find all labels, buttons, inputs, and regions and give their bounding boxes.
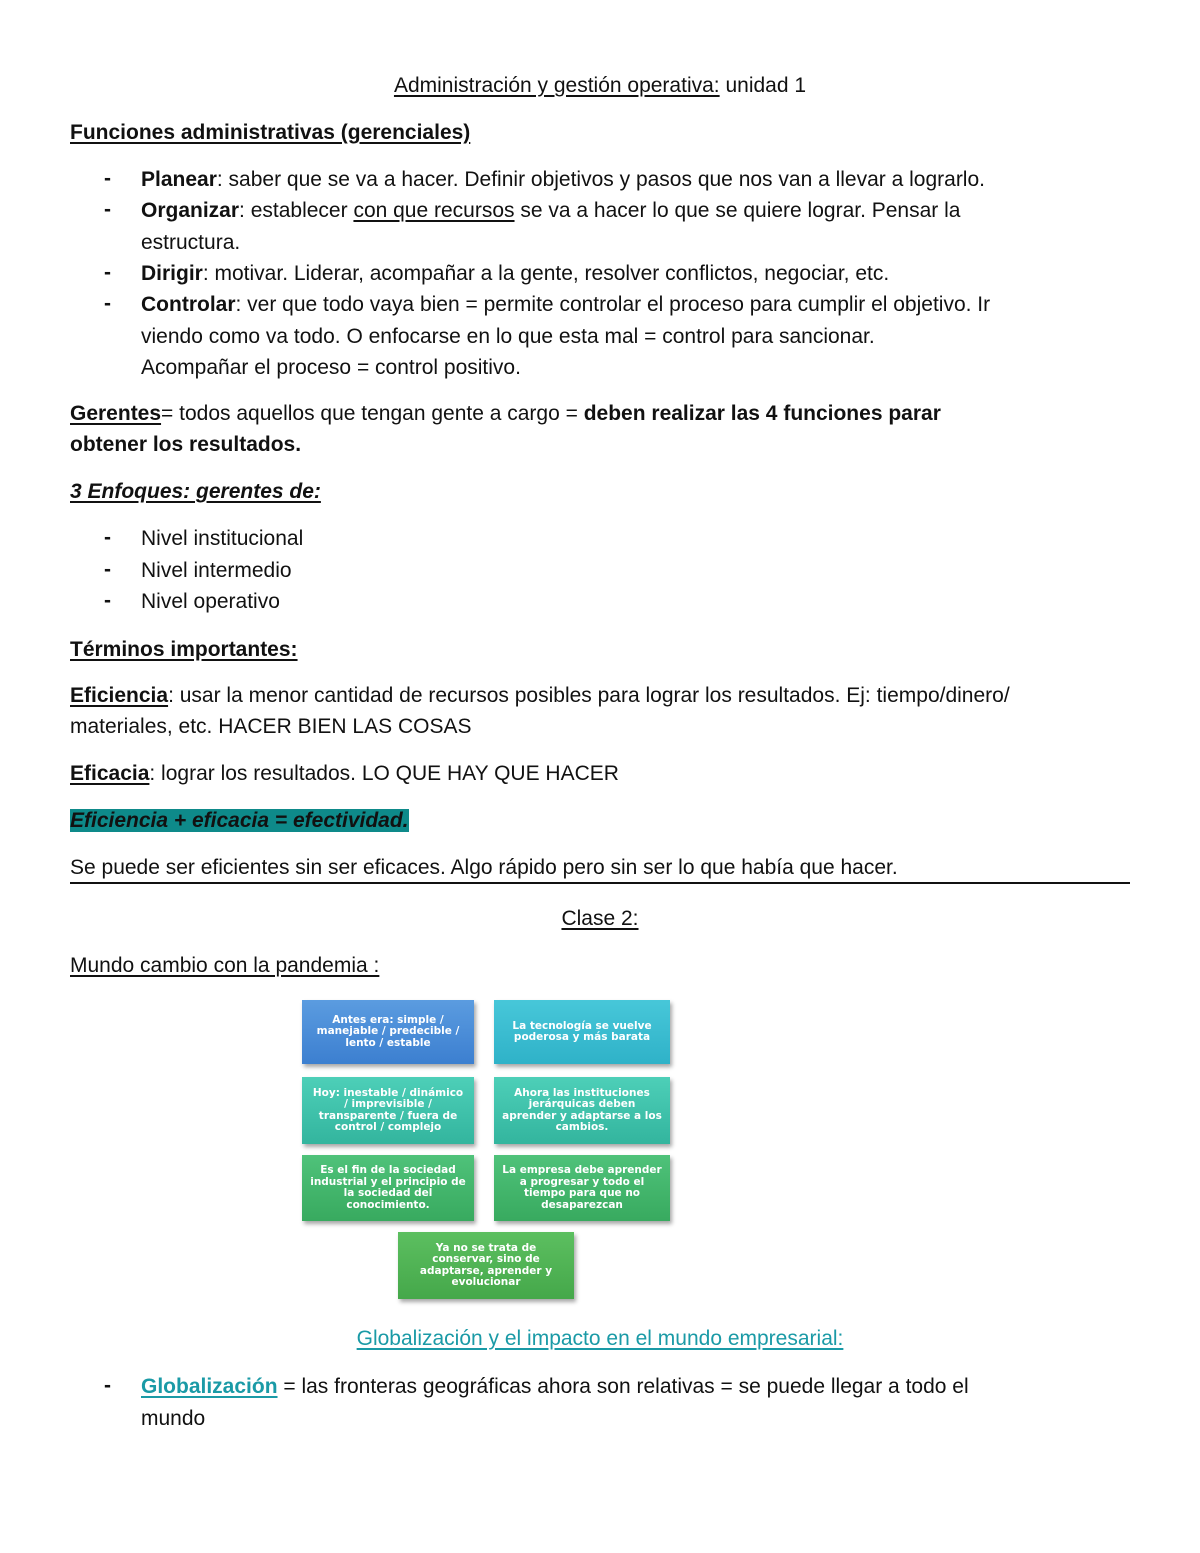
diagram-box: La tecnología se vuelve poderosa y más barata xyxy=(494,1000,670,1064)
eficacia-paragraph: Eficacia: lograr los resultados. LO QUE HAY QUE HACER xyxy=(70,762,619,785)
section-divider xyxy=(70,882,1130,884)
gerentes-paragraph-cont: obtener los resultados. xyxy=(70,433,302,456)
efectividad-formula: Eficiencia + eficacia = efectividad. xyxy=(70,809,409,832)
bullet-dash: - xyxy=(104,292,111,315)
bullet-dash: - xyxy=(104,261,111,284)
list-item-controlar-cont: viendo como va todo. O enfocarse en lo que esta mal = control para sancionar. xyxy=(141,325,875,348)
enfoque-item: Nivel intermedio xyxy=(141,559,292,582)
bullet-dash: - xyxy=(104,589,111,612)
diagram-box: Es el fin de la sociedad industrial y el principio de la sociedad del conocimiento. xyxy=(302,1155,474,1221)
enfoques-heading: 3 Enfoques: gerentes de: xyxy=(70,480,321,503)
terminos-heading: Términos importantes: xyxy=(70,638,298,661)
diagram-box: Antes era: simple / manejable / predecible / lento / estable xyxy=(302,1000,474,1064)
page-title: Administración y gestión operativa: unidad 1 xyxy=(393,74,807,97)
bullet-dash: - xyxy=(104,526,111,549)
list-item-dirigir: Dirigir: motivar. Liderar, acompañar a la gente, resolver conflictos, negociar, etc. xyxy=(141,262,890,285)
list-item-organizar: Organizar: establecer con que recursos se va a hacer lo que se quiere lograr. Pensar la xyxy=(141,199,961,222)
bullet-dash: - xyxy=(104,558,111,581)
list-item-controlar: Controlar: ver que todo vaya bien = permite controlar el proceso para cumplir el objetivo. Ir xyxy=(141,293,991,316)
eficiencia-paragraph-cont: materiales, etc. HACER BIEN LAS COSAS xyxy=(70,715,472,738)
list-item-planear: Planear: saber que se va a hacer. Definir objetivos y pasos que nos van a llevar a lograrlo. xyxy=(141,168,985,191)
list-item-globalizacion-cont: mundo xyxy=(141,1407,206,1430)
diagram-box: Ahora las instituciones jerárquicas deben aprender y adaptarse a los cambios. xyxy=(494,1077,670,1144)
mundo-heading: Mundo cambio con la pandemia : xyxy=(70,954,380,977)
enfoque-item: Nivel operativo xyxy=(141,590,280,613)
clase-2-heading: Clase 2: xyxy=(561,907,639,930)
diagram-box: La empresa debe aprender a progresar y todo el tiempo para que no desaparezcan xyxy=(494,1155,670,1221)
bullet-dash: - xyxy=(104,1374,111,1397)
diagram-box: Hoy: inestable / dinámico / imprevisible / transparente / fuera de control / complejo xyxy=(302,1077,474,1144)
globalizacion-heading: Globalización y el impacto en el mundo empresarial: xyxy=(356,1327,844,1350)
list-item-controlar-cont: Acompañar el proceso = control positivo. xyxy=(141,356,521,379)
bullet-dash: - xyxy=(104,198,111,221)
pandemia-diagram xyxy=(296,996,686,1306)
enfoque-item: Nivel institucional xyxy=(141,527,304,550)
eficiencia-paragraph: Eficiencia: usar la menor cantidad de recursos posibles para lograr los resultados. Ej: tiempo/dinero/ xyxy=(70,684,1010,707)
diagram-box: Ya no se trata de conservar, sino de adaptarse, aprender y evolucionar xyxy=(398,1232,574,1299)
eficiencia-nota: Se puede ser eficientes sin ser eficaces. Algo rápido pero sin ser lo que había que hacer. xyxy=(70,856,898,879)
funciones-heading: Funciones administrativas (gerenciales) xyxy=(70,121,471,144)
list-item-globalizacion: Globalización = las fronteras geográficas ahora son relativas = se puede llegar a todo el xyxy=(141,1375,969,1398)
gerentes-paragraph: Gerentes= todos aquellos que tengan gente a cargo = deben realizar las 4 funciones parar xyxy=(70,402,941,425)
bullet-dash: - xyxy=(104,167,111,190)
list-item-organizar-cont: estructura. xyxy=(141,231,241,254)
